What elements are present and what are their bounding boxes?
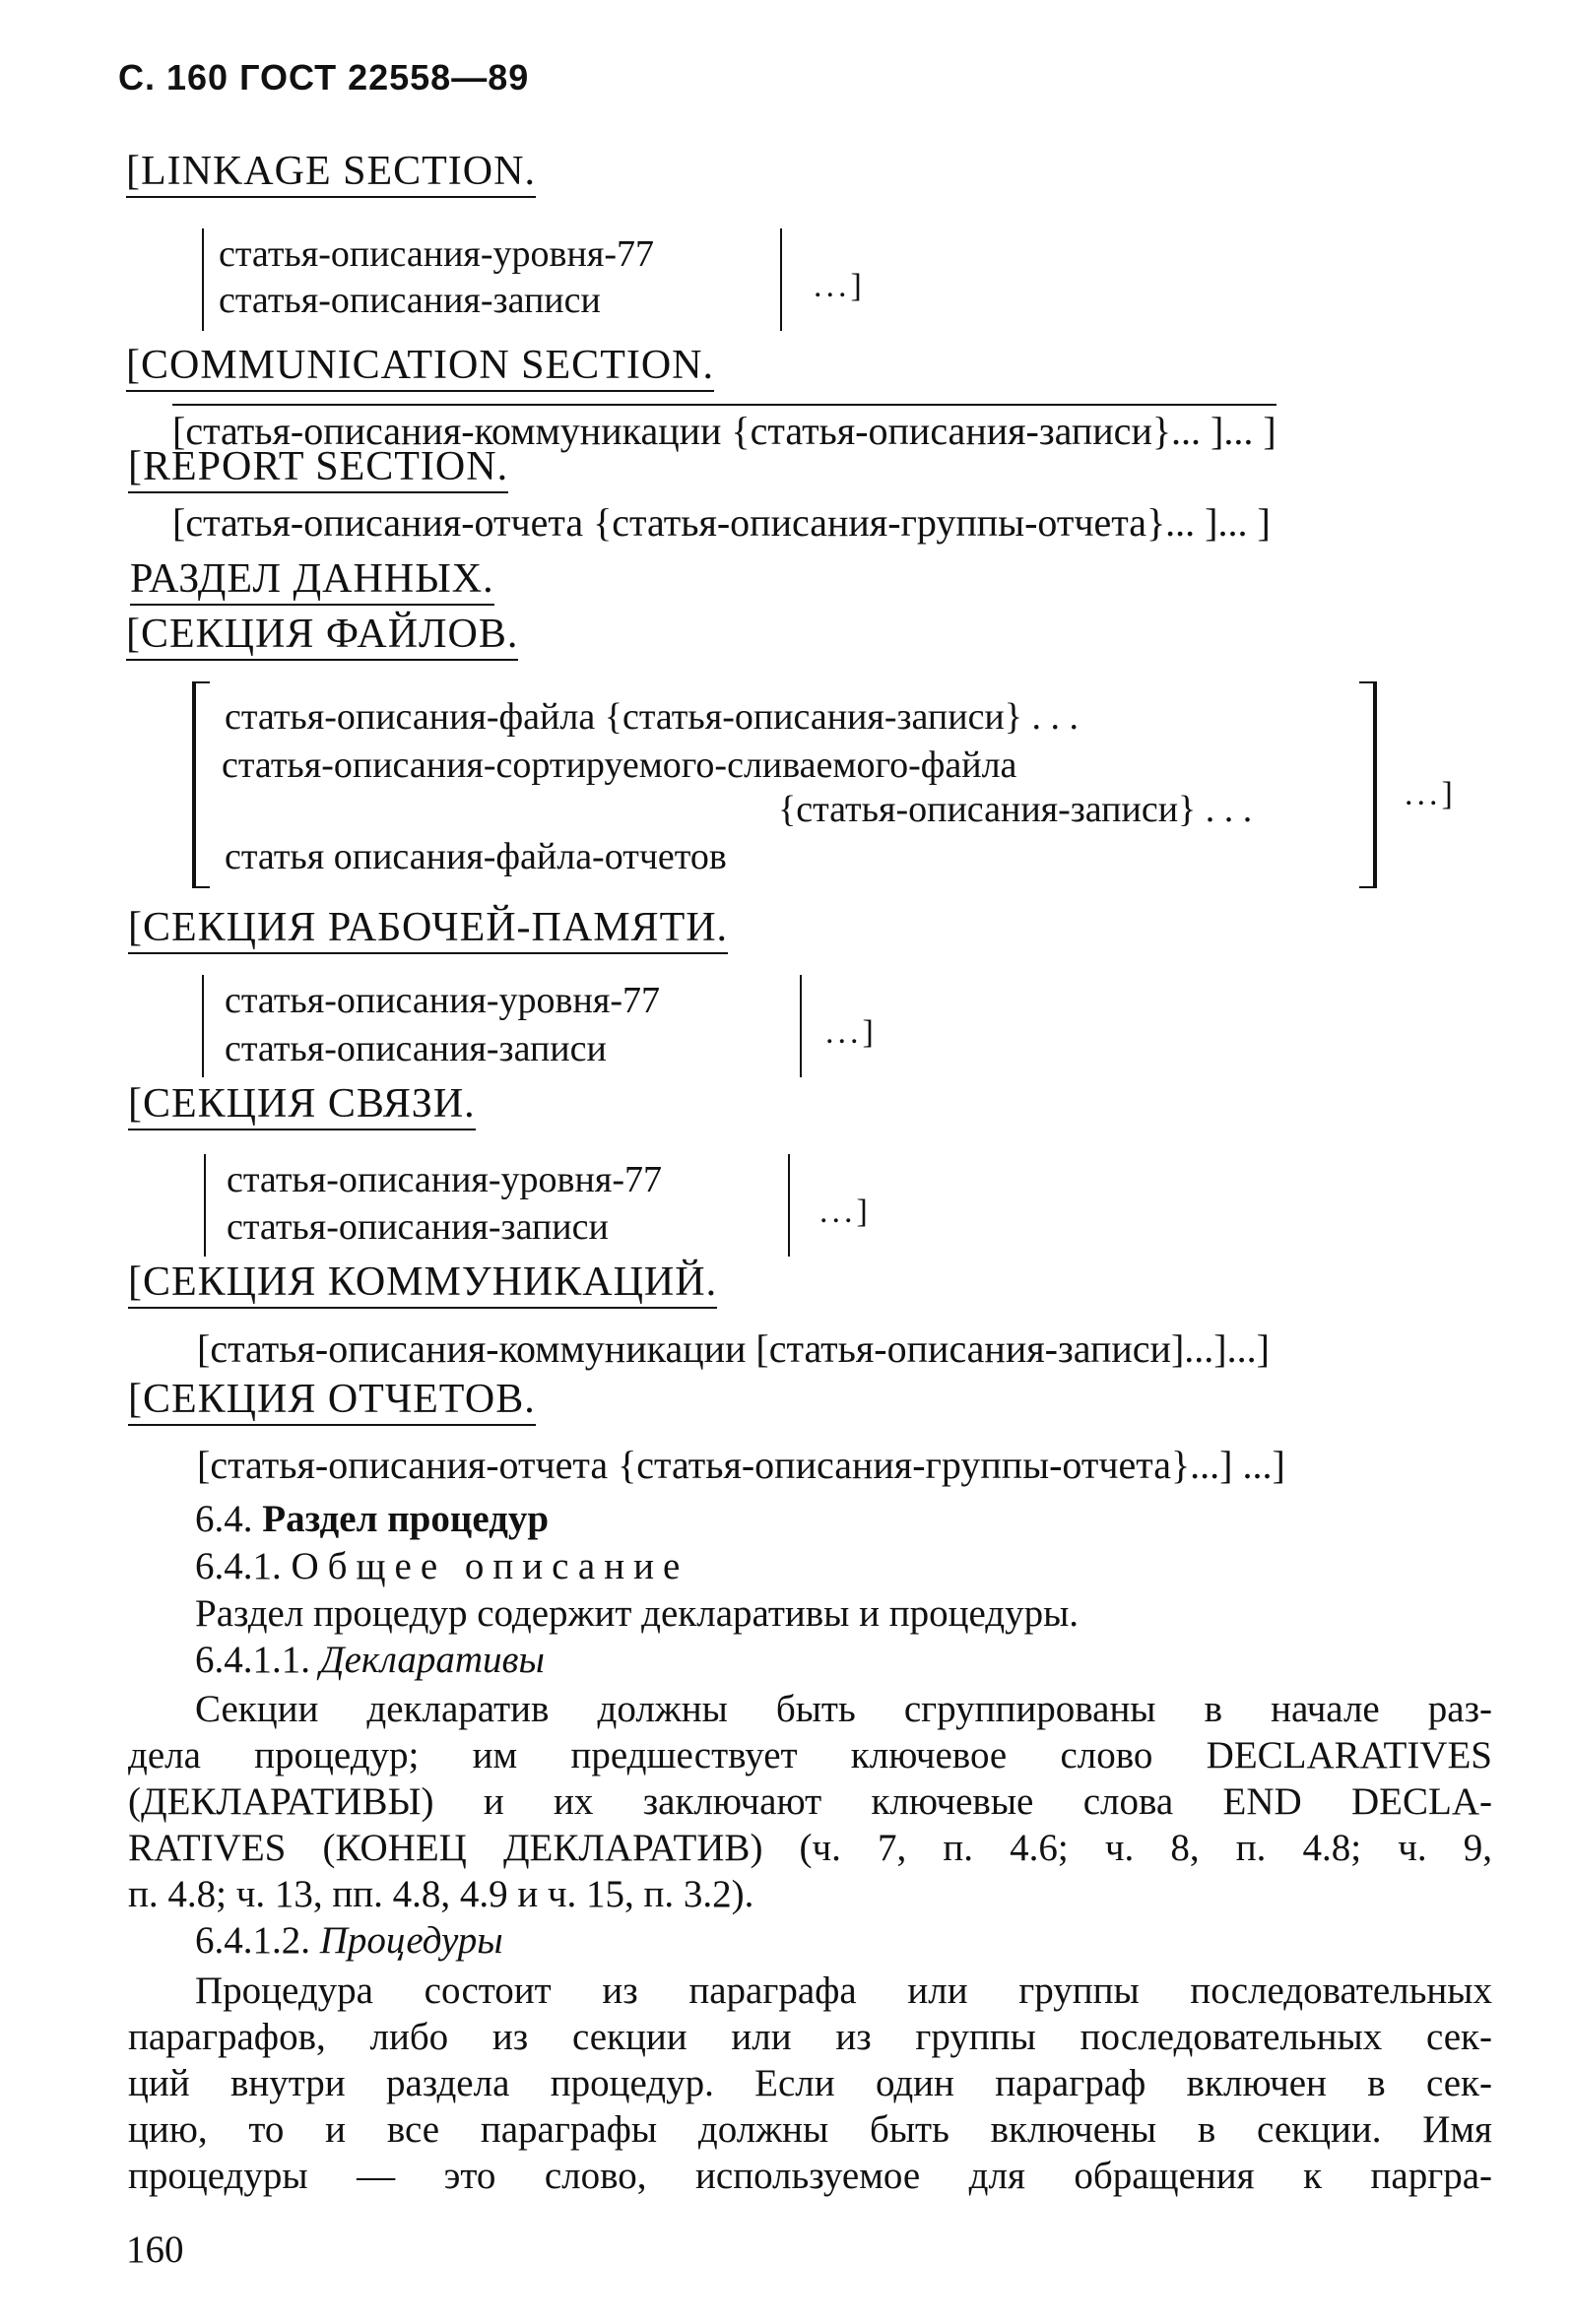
section-6-4-1-2-title: Процедуры: [319, 1919, 503, 1962]
paragraph-line: (ДЕКЛАРАТИВЫ) и их заключают ключевые слова END DECLA-: [128, 1780, 1492, 1823]
section-6-4-1-text: Раздел процедур содержит декларативы и процедуры.: [195, 1592, 1080, 1635]
section-6-4-1-1-number: 6.4.1.1.: [195, 1639, 310, 1681]
file-bracket-left: [192, 681, 210, 888]
working-storage-bar-left: [202, 975, 204, 1077]
file-line-2: статья-описания-сортируемого-сливаемого-файла: [222, 744, 1017, 786]
section-6-4-1-1-heading: [195, 1638, 545, 1682]
section-6-4-1-1-title: Декларативы: [319, 1639, 545, 1681]
communication-ru-title: [СЕКЦИЯ КОММУНИКАЦИЙ.: [128, 1259, 717, 1306]
working-storage-line-1: статья-описания-уровня-77: [225, 980, 660, 1021]
communication-line: [статья-описания-коммуникации {статья-описания-записи}... ]... ]: [172, 404, 1276, 454]
section-6-4-1-1-paragraph: [128, 1686, 1492, 1917]
section-6-4-title: Раздел процедур: [262, 1498, 550, 1540]
section-6-4-heading: [195, 1497, 549, 1541]
paragraph-line: п. 4.8; ч. 13, пп. 4.8, 4.9 и ч. 15, п. 3.2).: [128, 1873, 754, 1915]
paragraph-line: ций внутри раздела процедур. Если один параграф включен в сек-: [128, 2062, 1492, 2104]
page-number: 160: [126, 2228, 184, 2271]
file-bracket-right: [1359, 681, 1377, 888]
communication-section-title: [COMMUNICATION SECTION.: [126, 342, 714, 389]
linkage-ru-line-2: статья-описания-записи: [227, 1206, 609, 1248]
working-storage-trail: ...]: [825, 1014, 878, 1051]
working-storage-bar-right: [800, 975, 802, 1077]
section-6-4-1-title: Общее описание: [291, 1545, 689, 1587]
linkage-section-title: [LINKAGE SECTION.: [126, 148, 536, 195]
section-6-4-1-heading: [195, 1544, 688, 1588]
linkage-line-2: статья-описания-записи: [219, 280, 601, 321]
section-6-4-1-2-heading: [195, 1918, 503, 1963]
file-line-3: {статья-описания-записи} . . .: [778, 789, 1253, 830]
section-6-4-number: 6.4.: [195, 1498, 253, 1540]
paragraph-line: процедуры — это слово, используемое для обращения к паргра-: [128, 2155, 1492, 2197]
paragraph-line: RATIVES (КОНЕЦ ДЕКЛАРАТИВ) (ч. 7, п. 4.6; ч. 8, п. 4.8; ч. 9,: [128, 1827, 1492, 1869]
file-trail: ...]: [1405, 776, 1457, 812]
file-section-title: [СЕКЦИЯ ФАЙЛОВ.: [126, 611, 518, 658]
working-storage-line-2: статья-описания-записи: [225, 1028, 607, 1069]
report-ru-title: [СЕКЦИЯ ОТЧЕТОВ.: [128, 1376, 536, 1423]
paragraph-line: параграфов, либо из секции или из группы последовательных сек-: [128, 2016, 1492, 2058]
linkage-bar-right: [780, 228, 782, 331]
linkage-ru-title: [СЕКЦИЯ СВЯЗИ.: [128, 1080, 476, 1128]
report-section-title: [REPORT SECTION.: [128, 443, 508, 490]
section-6-4-1-2-paragraph: [128, 1968, 1492, 2199]
paragraph-line: Секции декларатив должны быть сгруппированы в начале раз-: [195, 1688, 1492, 1730]
linkage-line-1: статья-описания-уровня-77: [219, 233, 654, 275]
file-line-4: статья описания-файла-отчетов: [225, 836, 727, 877]
page-header: С. 160 ГОСТ 22558—89: [118, 57, 530, 97]
paragraph-line: Процедура состоит из параграфа или группы последовательных: [195, 1969, 1492, 2012]
linkage-ru-bar-left: [204, 1154, 206, 1257]
section-6-4-1-number: 6.4.1.: [195, 1545, 282, 1587]
communication-ru-line: [статья-описания-коммуникации [статья-описания-записи]...]...]: [197, 1326, 1270, 1371]
working-storage-title: [СЕКЦИЯ РАБОЧЕЙ-ПАМЯТИ.: [128, 904, 728, 951]
paragraph-line: цию, то и все параграфы должны быть включены в секции. Имя: [128, 2108, 1492, 2151]
file-line-1: статья-описания-файла {статья-описания-записи} . . .: [225, 696, 1080, 738]
report-line: [статья-описания-отчета {статья-описания-группы-отчета}... ]... ]: [172, 500, 1271, 545]
linkage-trail: ...]: [814, 268, 866, 304]
report-ru-line: [статья-описания-отчета {статья-описания-группы-отчета}...] ...]: [197, 1443, 1285, 1487]
data-division-title: РАЗДЕЛ ДАННЫХ.: [130, 555, 494, 603]
linkage-ru-trail: ...]: [819, 1194, 872, 1230]
linkage-ru-bar-right: [788, 1154, 790, 1257]
linkage-bar-left: [202, 228, 204, 331]
paragraph-line: дела процедур; им предшествует ключевое слово DECLARATIVES: [128, 1734, 1492, 1776]
linkage-ru-line-1: статья-описания-уровня-77: [227, 1159, 662, 1200]
section-6-4-1-2-number: 6.4.1.2.: [195, 1919, 310, 1962]
